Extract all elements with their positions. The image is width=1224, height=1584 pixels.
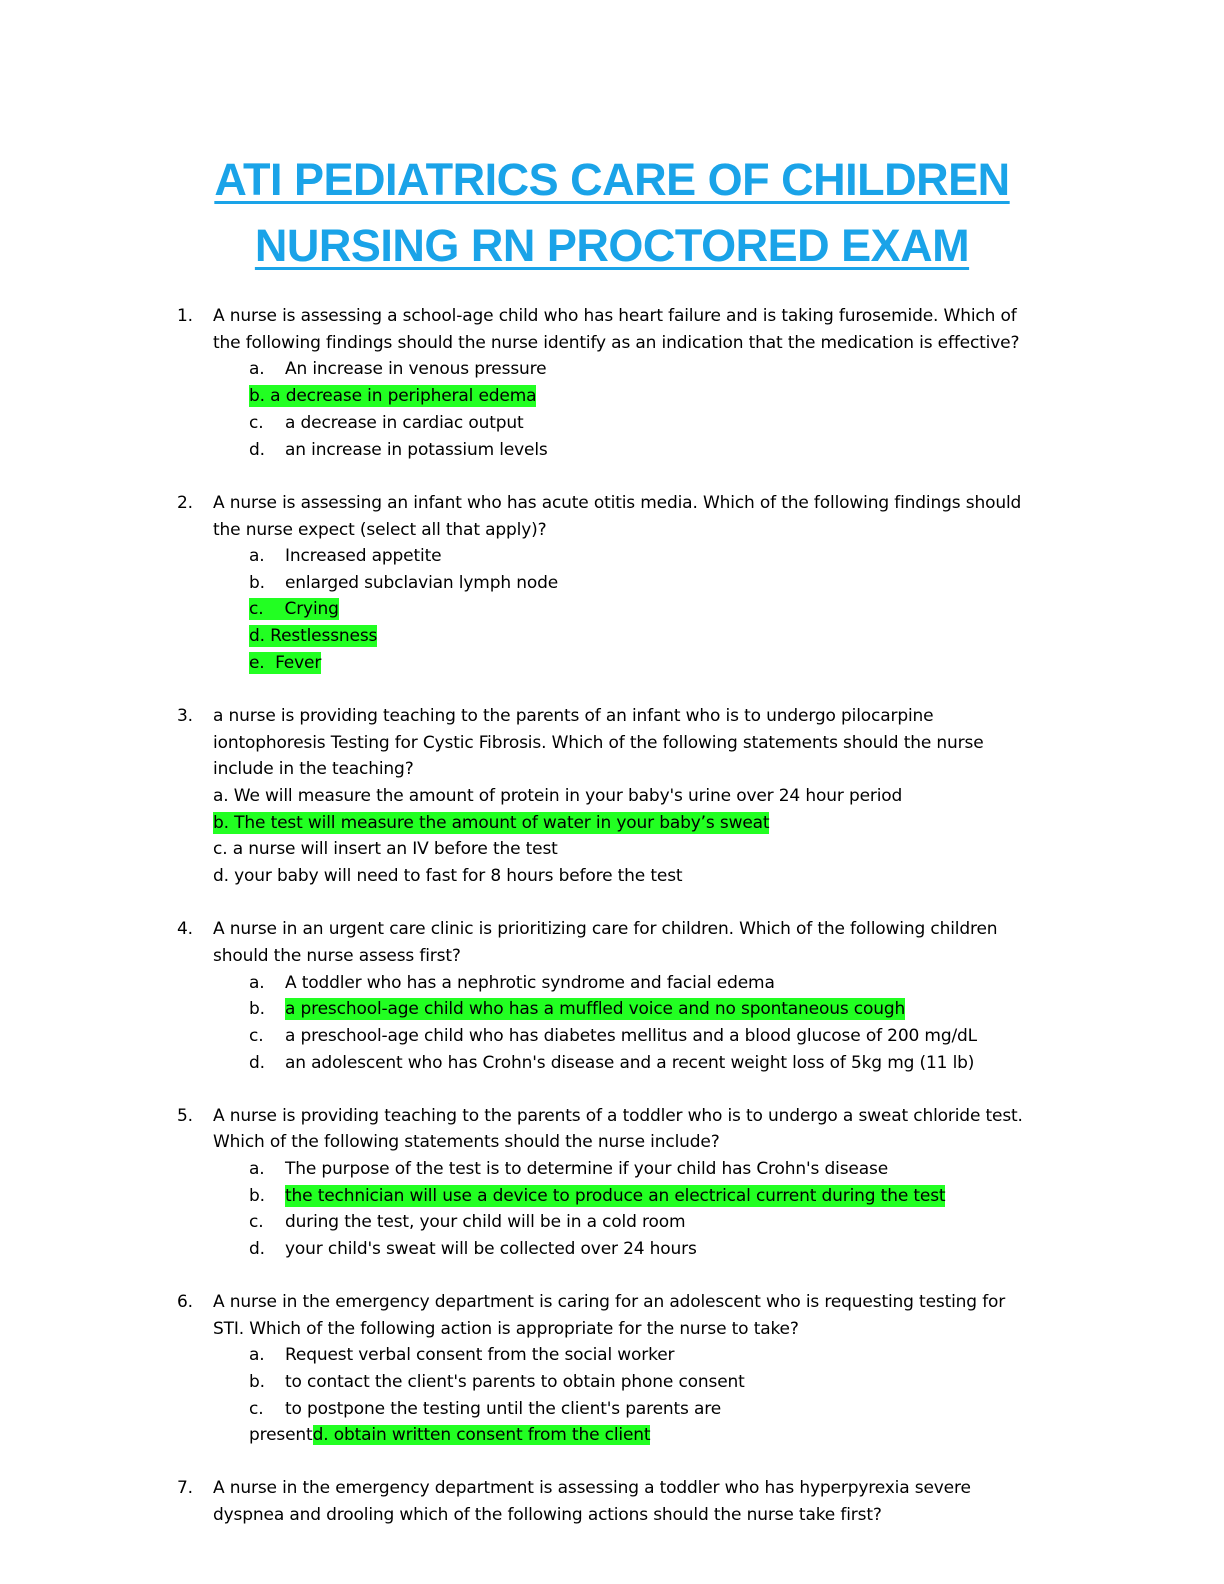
option-letter: c. — [249, 413, 264, 433]
option-text: your child's sweat will be collected over 24 hours — [285, 1239, 697, 1259]
option-text: enlarged subclavian lymph node — [285, 573, 559, 593]
question-stem-line: A nurse in the emergency department is assessing a toddler who has hyperpyrexia severe — [213, 1478, 971, 1498]
option-letter: c. — [249, 1399, 264, 1419]
option-text: a decrease in cardiac output — [285, 413, 524, 433]
option-answer-highlight: the technician will use a device to produce an electrical current during the test — [285, 1186, 946, 1206]
option-letter: c. — [249, 1212, 264, 1232]
option-letter: d. — [249, 1053, 265, 1073]
option-text: an increase in potassium levels — [285, 440, 548, 460]
option-text: c. a nurse will insert an IV before the test — [213, 839, 558, 859]
question-stem-line: the following findings should the nurse identify as an indication that the medication is effective? — [213, 333, 1020, 353]
question-number: 7. — [177, 1478, 193, 1498]
option-text: Fever — [275, 653, 322, 673]
option-letter: a. — [249, 546, 265, 566]
option-letter: b. — [249, 386, 265, 406]
option-text: Increased appetite — [285, 546, 442, 566]
document-title-line2: NURSING RN PROCTORED EXAM — [254, 220, 970, 271]
option-letter: c. — [249, 1026, 264, 1046]
question-stem-line: A nurse in an urgent care clinic is prioritizing care for children. Which of the following children — [213, 919, 998, 939]
option-text: to postpone the testing until the client's parents are — [285, 1399, 722, 1419]
question-stem-line: include in the teaching? — [213, 759, 414, 779]
option-text: An increase in venous pressure — [285, 359, 547, 379]
option-text: to contact the client's parents to obtain phone consent — [285, 1372, 745, 1392]
option-answer-highlight — [249, 625, 377, 647]
option-letter: a. — [249, 973, 265, 993]
option-answer-highlight: a preschool-age child who has a muffled voice and no spontaneous cough — [285, 999, 906, 1019]
question-stem-line: A nurse is assessing an infant who has acute otitis media. Which of the following findings should — [213, 493, 1022, 513]
question-stem-line: A nurse in the emergency department is caring for an adolescent who is requesting testing for — [213, 1292, 1006, 1312]
option-letter: b. — [249, 999, 265, 1019]
option-text: d. your baby will need to fast for 8 hours before the test — [213, 866, 683, 886]
option-answer-highlight — [249, 598, 339, 620]
option-text: a. We will measure the amount of protein in your baby's urine over 24 hour period — [213, 786, 903, 806]
question-stem-line: STI. Which of the following action is appropriate for the nurse to take? — [213, 1319, 799, 1339]
option-text: A toddler who has a nephrotic syndrome and facial edema — [285, 973, 775, 993]
option-letter: e. — [249, 653, 265, 673]
option-text: a preschool-age child who has diabetes mellitus and a blood glucose of 200 mg/dL — [285, 1026, 978, 1046]
question-stem-line: a nurse is providing teaching to the parents of an infant who is to undergo pilocarpine — [213, 706, 934, 726]
question-stem-line: the nurse expect (select all that apply)? — [213, 520, 547, 540]
option-answer-highlight — [249, 385, 536, 407]
question-number: 6. — [177, 1292, 193, 1312]
option-letter: a. — [249, 1345, 265, 1365]
option-continuation-line — [249, 1424, 650, 1446]
option-text: The purpose of the test is to determine if your child has Crohn's disease — [285, 1159, 889, 1179]
question-stem-line: Which of the following statements should the nurse include? — [213, 1132, 720, 1152]
option-letter: a. — [249, 1159, 265, 1179]
option-letter: b. — [249, 573, 265, 593]
option-text: Restlessness — [270, 626, 378, 646]
question-stem-line: dyspnea and drooling which of the following actions should the nurse take first? — [213, 1505, 882, 1525]
option-answer-highlight — [249, 652, 321, 674]
question-number: 5. — [177, 1106, 193, 1126]
option-continuation: present — [249, 1425, 313, 1445]
question-stem-line: iontophoresis Testing for Cystic Fibrosis. Which of the following statements should the nurse — [213, 733, 984, 753]
option-text: Request verbal consent from the social worker — [285, 1345, 675, 1365]
question-number: 3. — [177, 706, 193, 726]
option-answer-highlight: d. obtain written consent from the client — [312, 1425, 651, 1445]
question-stem-line: A nurse is assessing a school-age child who has heart failure and is taking furosemide. Which of — [213, 306, 1017, 326]
option-answer-highlight: b. The test will measure the amount of water in your baby’s sweat — [213, 813, 770, 833]
option-letter: d. — [249, 440, 265, 460]
option-letter: d. — [249, 1239, 265, 1259]
question-number: 4. — [177, 919, 193, 939]
option-letter: a. — [249, 359, 265, 379]
option-letter: b. — [249, 1372, 265, 1392]
question-stem-line: should the nurse assess first? — [213, 946, 461, 966]
option-text: an adolescent who has Crohn's disease and a recent weight loss of 5kg mg (11 lb) — [285, 1053, 975, 1073]
option-letter: c. — [249, 599, 264, 619]
option-text: Crying — [284, 599, 339, 619]
option-letter: d. — [249, 626, 265, 646]
question-stem-line: A nurse is providing teaching to the parents of a toddler who is to undergo a sweat chloride test. — [213, 1106, 1023, 1126]
question-number: 1. — [177, 306, 193, 326]
option-text: during the test, your child will be in a cold room — [285, 1212, 686, 1232]
document-title-line1: ATI PEDIATRICS CARE OF CHILDREN — [214, 154, 1010, 205]
option-letter: b. — [249, 1186, 265, 1206]
question-number: 2. — [177, 493, 193, 513]
option-text: a decrease in peripheral edema — [270, 386, 537, 406]
